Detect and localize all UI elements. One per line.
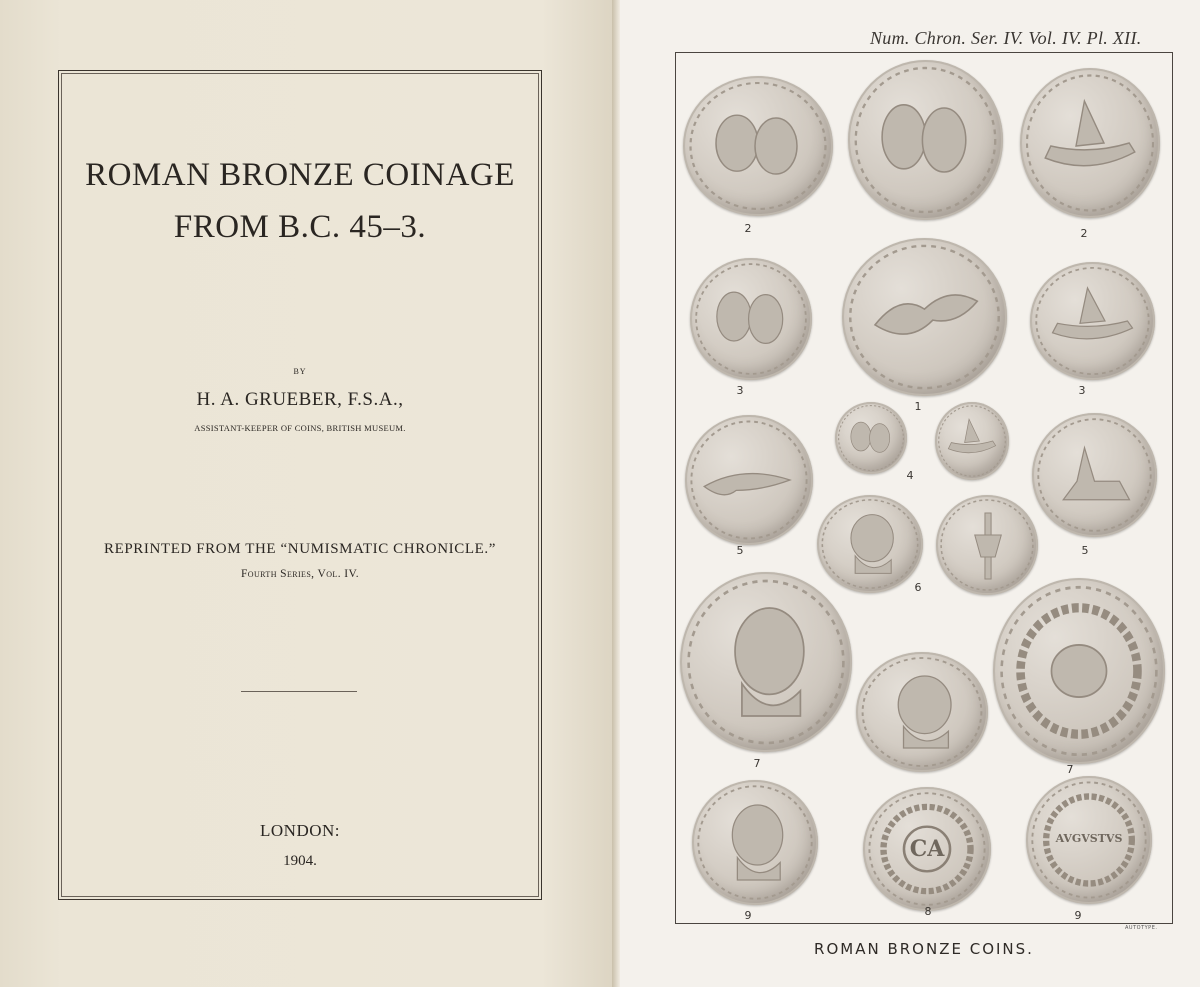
book-gutter <box>612 0 620 987</box>
coin-number: 2 <box>744 222 752 235</box>
publication-place: LONDON: <box>260 821 340 840</box>
publication-year: 1904. <box>283 853 317 869</box>
coin-number: 7 <box>753 757 761 770</box>
coin-number: 9 <box>1074 909 1082 922</box>
galley-relief-icon <box>1020 68 1160 218</box>
book-title-line-2: FROM B.C. 45–3. <box>173 209 427 245</box>
coin-galley <box>1030 262 1155 380</box>
two-heads-relief-icon <box>683 76 833 216</box>
title-page-inner-border <box>61 73 539 897</box>
coin-number: 8 <box>924 905 932 918</box>
head-relief-icon <box>680 572 852 752</box>
two-heads-relief-icon <box>835 402 907 474</box>
coin-wreath-ca <box>863 787 991 911</box>
wreath-relief-icon <box>993 578 1165 764</box>
plate-reference: Num. Chron. Ser. IV. Vol. IV. Pl. XII. <box>870 28 1142 48</box>
coin-dolphin <box>685 415 813 545</box>
book-title-line-1: ROMAN BRONZE COINAGE <box>85 157 515 193</box>
plate-imprint: AUTOTYPE. <box>1125 925 1158 931</box>
prow-relief-icon <box>1032 413 1157 537</box>
coin-two-heads <box>848 60 1003 220</box>
head-relief-icon <box>692 780 818 905</box>
coin-two-heads <box>835 402 907 474</box>
coin-prow <box>1032 413 1157 537</box>
coin-number: 5 <box>736 544 744 557</box>
coin-number: 9 <box>744 909 752 922</box>
coin-number: 5 <box>1081 544 1089 557</box>
coin-head <box>680 572 852 752</box>
coin-galley <box>935 402 1009 480</box>
coin-number: 3 <box>1078 384 1086 397</box>
coin-legend: AVGVSTVS <box>1055 832 1123 845</box>
coin-sea-figure <box>842 238 1007 396</box>
title-page-border <box>58 70 542 900</box>
head-relief-icon <box>856 652 988 772</box>
coin-number: 6 <box>914 581 922 594</box>
coin-head <box>692 780 818 905</box>
galley-relief-icon <box>1030 262 1155 380</box>
coin-number: 2 <box>1080 227 1088 240</box>
plate-caption: ROMAN BRONZE COINS. <box>814 940 1034 958</box>
coin-two-heads <box>683 76 833 216</box>
coin-wreath-legend <box>1026 776 1152 904</box>
coin-wreath <box>993 578 1165 764</box>
sea-figure-relief-icon <box>842 238 1007 396</box>
coin-head <box>856 652 988 772</box>
coin-number: 1 <box>914 400 922 413</box>
series-note: Fourth Series, Vol. IV. <box>241 568 359 580</box>
two-heads-relief-icon <box>690 258 812 380</box>
coin-number: 3 <box>736 384 744 397</box>
coin-number: 7 <box>1066 763 1074 776</box>
author-role: ASSISTANT-KEEPER OF COINS, BRITISH MUSEUM. <box>194 423 406 433</box>
reprint-note: REPRINTED FROM THE “NUMISMATIC CHRONICLE.” <box>103 541 496 557</box>
by-line: BY <box>293 367 307 376</box>
coin-two-heads <box>690 258 812 380</box>
dolphin-relief-icon <box>685 415 813 545</box>
coin-number: 4 <box>906 469 914 482</box>
two-heads-relief-icon <box>848 60 1003 220</box>
galley-relief-icon <box>935 402 1009 480</box>
divider-rule <box>241 691 357 692</box>
coin-galley <box>1020 68 1160 218</box>
author-name: H. A. GRUEBER, F.S.A., <box>196 389 404 410</box>
coin-legend: CA <box>909 836 945 862</box>
